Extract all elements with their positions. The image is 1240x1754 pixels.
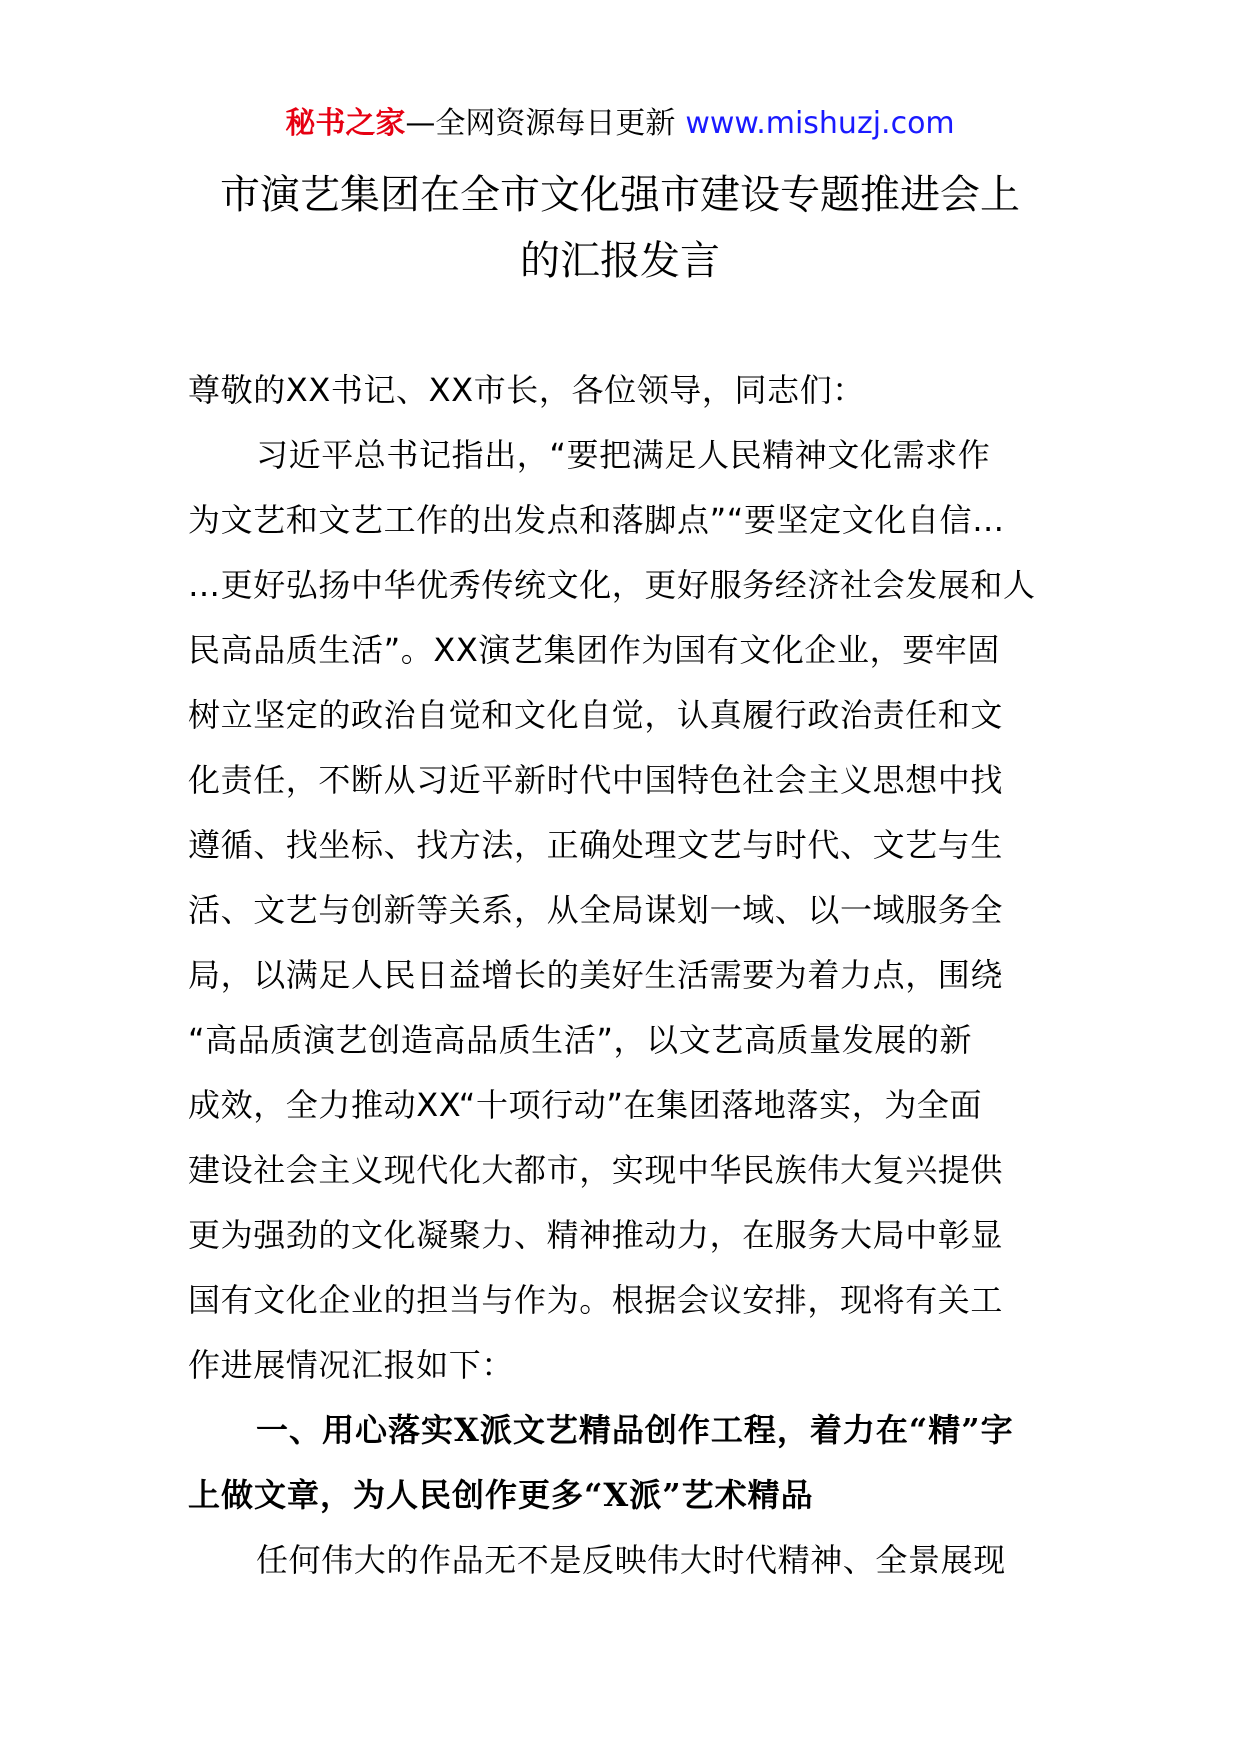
paragraph-line: 民高品质生活”。XX演艺集团作为国有文化企业，要牢固 — [188, 631, 1001, 669]
paragraph-line: 习近平总书记指出，“要把满足人民精神文化需求作 — [256, 436, 991, 474]
header-tagline: —全网资源每日更新 — [405, 106, 676, 141]
title-line-2: 的汇报发言 — [520, 238, 720, 284]
paragraph-line: 建设社会主义现代化大都市，实现中华民族伟大复兴提供 — [188, 1151, 1004, 1189]
salutation: 尊敬的XX书记、XX市长，各位领导，同志们： — [188, 371, 865, 409]
paragraph-line: 为文艺和文艺工作的出发点和落脚点”“要坚定文化自信… — [188, 501, 1005, 539]
title-line-1: 市演艺集团在全市文化强市建设专题推进会上 — [220, 172, 1020, 218]
paragraph-line: 局，以满足人民日益增长的美好生活需要为着力点，围绕 — [188, 956, 1004, 994]
section-heading-line: 一、用心落实X派文艺精品创作工程，着力在“精”字 — [256, 1411, 1014, 1449]
paragraph-line: 任何伟大的作品无不是反映伟大时代精神、全景展现 — [256, 1541, 1006, 1579]
paragraph-line: 作进展情况汇报如下： — [188, 1346, 515, 1384]
paragraph-line: 活、文艺与创新等关系，从全局谋划一域、以一域服务全 — [188, 891, 1004, 929]
site-url-link[interactable]: www.mishuzj.com — [685, 106, 955, 141]
paragraph-line: 树立坚定的政治自觉和文化自觉，认真履行政治责任和文 — [188, 696, 1004, 734]
paragraph-line: 成效，全力推动XX“十项行动”在集团落地落实，为全面 — [188, 1086, 983, 1124]
document-title — [150, 162, 1090, 294]
section-heading-line: 上做文章，为人民创作更多“X派”艺术精品 — [188, 1476, 814, 1514]
paragraph-line: …更好弘扬中华优秀传统文化，更好服务经济社会发展和人 — [188, 566, 1036, 604]
brand-name: 秘书之家 — [285, 106, 406, 141]
document-body — [188, 358, 1054, 1593]
paragraph-line: 化责任，不断从习近平新时代中国特色社会主义思想中找 — [188, 761, 1004, 799]
paragraph-line: 国有文化企业的担当与作为。根据会议安排，现将有关工 — [188, 1281, 1004, 1319]
paragraph-line: “高品质演艺创造高品质生活”，以文艺高质量发展的新 — [188, 1021, 973, 1059]
paragraph-line: 更为强劲的文化凝聚力、精神推动力，在服务大局中彰显 — [188, 1216, 1004, 1254]
site-header — [0, 100, 1240, 148]
paragraph-line: 遵循、找坐标、找方法，正确处理文艺与时代、文艺与生 — [188, 826, 1004, 864]
